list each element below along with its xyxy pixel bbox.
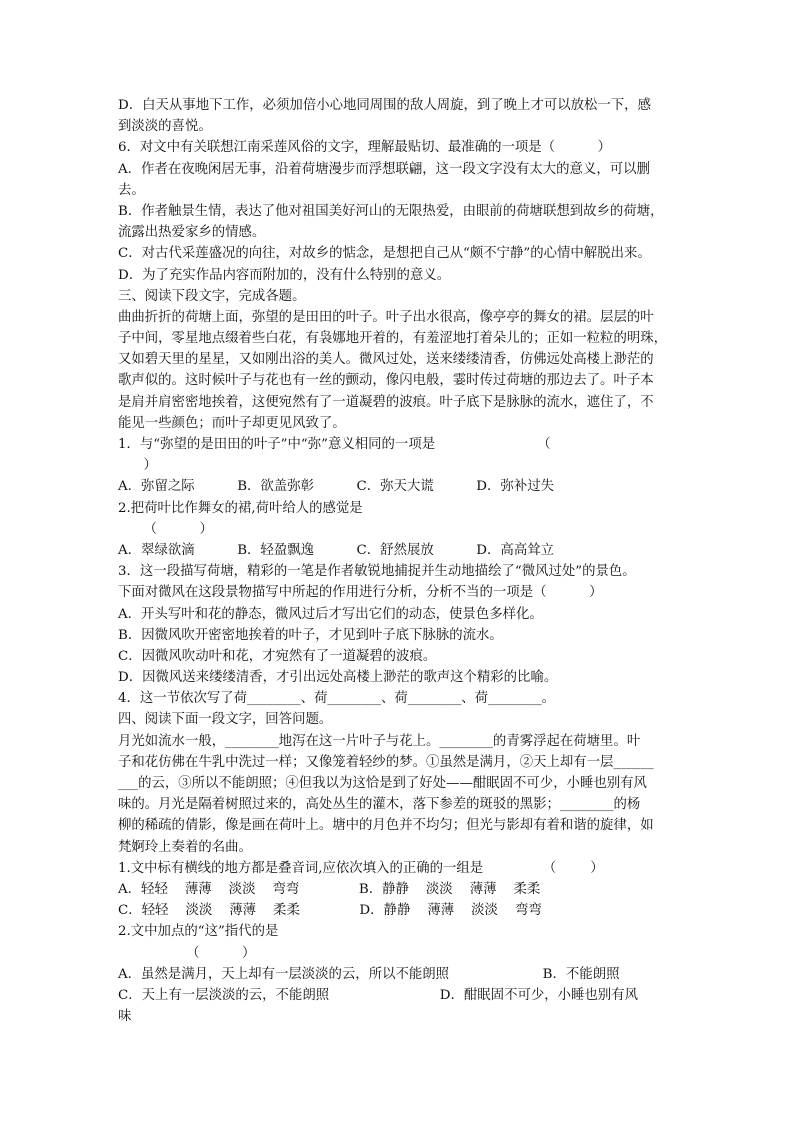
text-line: 曲曲折折的荷塘上面，弥望的是田田的叶子。叶子出水很高，像亭亭的舞女的裙。层层的叶	[118, 309, 654, 325]
text-line: ）	[118, 458, 157, 474]
text-line: （ ）	[118, 521, 213, 537]
text-line: ___的云，③所以不能朗照；④但我以为这恰是到了好处——酣眠固不可少，小睡也别有风	[118, 776, 647, 791]
text-line: A．虽然是满月，天上却有一层淡淡的云，所以不能朗照 B．不能朗照	[118, 966, 620, 982]
text-line: C．因微风吹动叶和花，才宛然有了一道凝碧的波痕。	[118, 648, 437, 664]
text-line: D．白天从事地下工作，必须加倍小心地同周围的敌人周旋，到了晚上才可以放松一下，感	[118, 98, 651, 113]
text-line: A．翠绿欲滴 B．轻盈飘逸 C．舒然展放 D．高高耸立	[118, 542, 554, 558]
text-line: 子和花仿佛在牛乳中洗过一样；又像笼着轻纱的梦。①虽然是满月，②天上却有一层______	[118, 754, 654, 770]
text-line: 梵婀玲上奏着的名曲。	[118, 839, 252, 855]
text-line: D．因微风送来缕缕清香，才引出远处高楼上渺茫的歌声这个精彩的比喻。	[118, 670, 558, 686]
text-line: A．轻轻 薄薄 淡淡 弯弯 B．静静 淡淡 薄薄 柔柔	[118, 881, 541, 897]
text-line: 1.文中标有横线的地方都是叠音词,应依次填入的正确的一组是 （ ）	[118, 860, 604, 876]
text-line: A．开头写叶和花的静态，微风过后才写出它们的动态，使景色多样化。	[118, 606, 543, 622]
text-line: 去。	[118, 182, 145, 198]
text-line: B．作者触景生情，表达了他对祖国美好河山的无限热爱，由眼前的荷塘联想到故乡的荷塘，	[118, 203, 664, 219]
text-line: C．对古代采莲盛况的向往，对故乡的惦念，是想把自己从“颇不宁静”的心情中解脱出来。	[118, 246, 651, 262]
text-line: 2.把荷叶比作舞女的裙,荷叶给人的感觉是	[118, 500, 363, 516]
text-line: 歌声似的。这时候叶子与花也有一丝的颤动，像闪电般，霎时传过荷塘的那边去了。叶子本	[118, 373, 654, 389]
text-line: B．因微风吹开密密地挨着的叶子，才见到叶子底下脉脉的流水。	[118, 627, 503, 643]
text-line: 又如碧天里的星星，又如刚出浴的美人。微风过处，送来缕缕清香，仿佛远处高楼上渺茫的	[118, 352, 654, 368]
document-body	[118, 95, 684, 1027]
text-line: C．天上有一层淡淡的云，不能朗照 D．酣眠固不可少，小睡也别有风	[118, 987, 638, 1003]
text-line: 味的。月光是隔着树照过来的，高处丛生的灌木，落下参差的斑驳的黑影；________的杨	[118, 797, 641, 813]
text-line: 月光如流水一般，________地泻在这一片叶子与花上。________的青雾浮起在荷塘里。叶	[118, 733, 641, 749]
text-line: 子中间，零星地点缀着些白花，有袅娜地开着的，有羞涩地打着朵儿的；正如一粒粒的明珠，	[118, 331, 668, 347]
text-line: 能见一些颜色；而叶子却更见风致了。	[118, 415, 346, 431]
text-line: C．轻轻 淡淡 薄薄 柔柔 D．静静 薄薄 淡淡 弯弯	[118, 903, 542, 919]
text-line: A．作者在夜晚闲居无事，沿着荷塘漫步而浮想联翩，这一段文字没有太大的意义，可以删	[118, 161, 650, 177]
text-line: 2.文中加点的“这”指代的是	[118, 924, 279, 940]
text-line: （ ）	[118, 945, 256, 961]
text-line: 6．对文中有关联想江南采莲风俗的文字，理解最贴切、最准确的一项是（ ）	[118, 140, 611, 156]
text-line: 四、阅读下面一段文字，回答问题。	[118, 712, 333, 728]
text-line: 1．与“弥望的是田田的叶子”中“弥”意义相同的一项是 （	[118, 437, 551, 452]
text-line: 3．这一段描写荷塘，精彩的一笔是作者敏锐地捕捉并生动地描绘了“微风过处”的景色。	[118, 564, 636, 580]
text-line: A．弥留之际 B．欲盖弥彰 C．弥天大谎 D．弥补过失	[118, 479, 554, 495]
text-line: 流露出热爱家乡的情感。	[118, 225, 266, 241]
text-line: D．为了充实作品内容而附加的，没有什么特别的意义。	[118, 267, 451, 283]
text-line: 是肩并肩密密地挨着，这便宛然有了一道凝碧的波痕。叶子底下是脉脉的流水，遮住了，不	[118, 394, 654, 410]
text-line: 味	[118, 1009, 132, 1025]
text-line: 到淡淡的喜悦。	[118, 119, 212, 135]
text-line: 柳的稀疏的倩影，像是画在荷叶上。塘中的月色并不均匀；但光与影却有着和谐的旋律，如	[118, 818, 654, 834]
text-line: 下面对微风在这段景物描写中所起的作用进行分析，分析不当的一项是（ ）	[118, 585, 603, 601]
text-line: 三、阅读下段文字，完成各题。	[118, 288, 306, 304]
text-line: 4．这一节依次写了荷________、荷________、荷________、荷________。	[118, 691, 556, 707]
